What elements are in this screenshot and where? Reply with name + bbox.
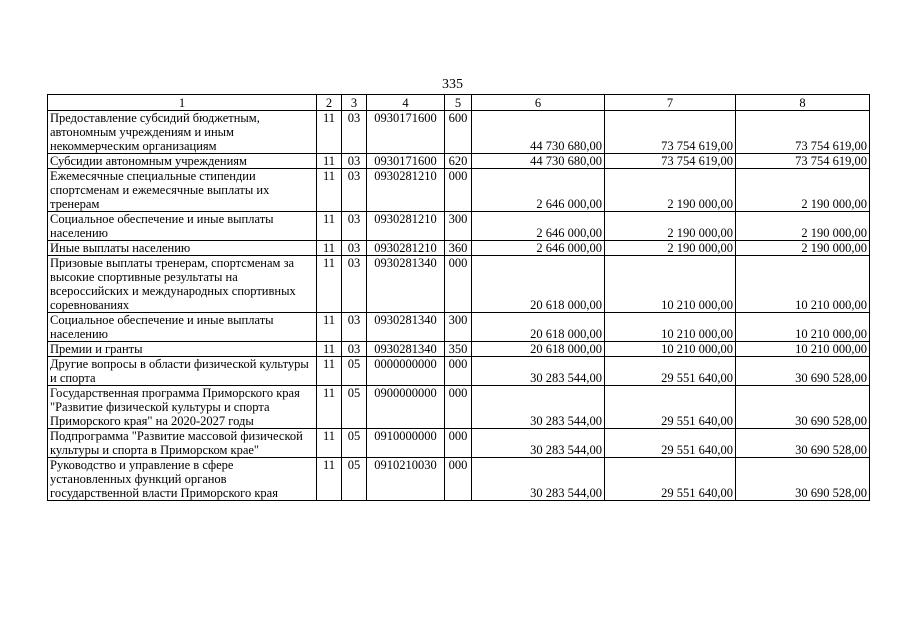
row-subsection: 05 [342,357,367,386]
row-expense-type: 300 [445,313,472,342]
row-name: Другие вопросы в области физической культуры и спорта [48,357,317,386]
row-amount-8: 30 690 528,00 [736,386,870,429]
row-expense-type: 620 [445,154,472,169]
row-amount-6: 30 283 544,00 [472,458,605,501]
row-amount-6: 44 730 680,00 [472,154,605,169]
row-amount-6: 30 283 544,00 [472,386,605,429]
row-target-code: 0930171600 [367,111,445,154]
row-amount-6: 44 730 680,00 [472,111,605,154]
row-section: 11 [317,342,342,357]
row-expense-type: 350 [445,342,472,357]
row-section: 11 [317,256,342,313]
table-row [48,313,870,342]
row-subsection: 03 [342,241,367,256]
row-section: 11 [317,111,342,154]
header-col-3: 3 [342,95,367,111]
row-target-code: 0910000000 [367,429,445,458]
row-amount-6: 2 646 000,00 [472,241,605,256]
row-name: Призовые выплаты тренерам, спортсменам за высокие спортивные результаты на всероссийских и международных спортивных соревнованиях [48,256,317,313]
table-row [48,212,870,241]
row-section: 11 [317,313,342,342]
row-subsection: 03 [342,256,367,313]
table-row [48,429,870,458]
row-amount-7: 29 551 640,00 [605,386,736,429]
row-subsection: 03 [342,212,367,241]
row-subsection: 05 [342,458,367,501]
table-row [48,342,870,357]
header-col-6: 6 [472,95,605,111]
row-subsection: 05 [342,429,367,458]
row-section: 11 [317,154,342,169]
row-amount-6: 30 283 544,00 [472,357,605,386]
row-target-code: 0900000000 [367,386,445,429]
header-col-8: 8 [736,95,870,111]
row-amount-6: 2 646 000,00 [472,212,605,241]
row-amount-8: 2 190 000,00 [736,241,870,256]
row-name: Государственная программа Приморского края "Развитие физической культуры и спорта Приморского края" на 2020-2027 годы [48,386,317,429]
row-amount-8: 73 754 619,00 [736,111,870,154]
row-expense-type: 000 [445,429,472,458]
header-col-1: 1 [48,95,317,111]
row-expense-type: 000 [445,458,472,501]
table-header-row [48,95,870,111]
table-row [48,111,870,154]
row-name: Ежемесячные специальные стипендии спортсменам и ежемесячные выплаты их тренерам [48,169,317,212]
row-amount-6: 30 283 544,00 [472,429,605,458]
row-amount-8: 10 210 000,00 [736,313,870,342]
row-amount-7: 10 210 000,00 [605,342,736,357]
row-name: Подпрограмма "Развитие массовой физической культуры и спорта в Приморском крае" [48,429,317,458]
header-col-2: 2 [317,95,342,111]
row-amount-7: 29 551 640,00 [605,357,736,386]
row-target-code: 0930281210 [367,212,445,241]
row-target-code: 0930281340 [367,342,445,357]
row-expense-type: 000 [445,169,472,212]
row-name: Субсидии автономным учреждениям [48,154,317,169]
row-amount-6: 20 618 000,00 [472,313,605,342]
row-target-code: 0930281210 [367,169,445,212]
row-amount-7: 2 190 000,00 [605,169,736,212]
row-target-code: 0000000000 [367,357,445,386]
row-target-code: 0930281210 [367,241,445,256]
header-col-5: 5 [445,95,472,111]
row-amount-7: 10 210 000,00 [605,256,736,313]
row-subsection: 03 [342,111,367,154]
table-row [48,154,870,169]
row-amount-6: 20 618 000,00 [472,342,605,357]
table-row [48,357,870,386]
table-row [48,256,870,313]
row-subsection: 03 [342,169,367,212]
row-section: 11 [317,169,342,212]
row-section: 11 [317,357,342,386]
row-expense-type: 300 [445,212,472,241]
row-amount-6: 20 618 000,00 [472,256,605,313]
row-subsection: 03 [342,154,367,169]
row-expense-type: 000 [445,357,472,386]
row-section: 11 [317,241,342,256]
row-amount-7: 29 551 640,00 [605,429,736,458]
row-section: 11 [317,429,342,458]
row-amount-8: 73 754 619,00 [736,154,870,169]
table-row [48,241,870,256]
table-row [48,458,870,501]
row-target-code: 0930171600 [367,154,445,169]
row-amount-7: 2 190 000,00 [605,241,736,256]
header-col-4: 4 [367,95,445,111]
row-amount-8: 10 210 000,00 [736,342,870,357]
row-amount-7: 73 754 619,00 [605,154,736,169]
row-target-code: 0930281340 [367,313,445,342]
row-amount-6: 2 646 000,00 [472,169,605,212]
row-expense-type: 600 [445,111,472,154]
table-row [48,386,870,429]
row-name: Социальное обеспечение и иные выплаты населению [48,313,317,342]
row-amount-7: 73 754 619,00 [605,111,736,154]
row-amount-8: 2 190 000,00 [736,212,870,241]
row-expense-type: 000 [445,256,472,313]
row-section: 11 [317,212,342,241]
row-section: 11 [317,386,342,429]
row-name: Премии и гранты [48,342,317,357]
row-name: Социальное обеспечение и иные выплаты населению [48,212,317,241]
page-number: 335 [442,77,463,92]
row-amount-8: 30 690 528,00 [736,458,870,501]
row-name: Предоставление субсидий бюджетным, автономным учреждениям и иным некоммерческим организациям [48,111,317,154]
row-subsection: 03 [342,313,367,342]
row-target-code: 0910210030 [367,458,445,501]
row-expense-type: 360 [445,241,472,256]
table-row [48,169,870,212]
row-subsection: 05 [342,386,367,429]
row-target-code: 0930281340 [367,256,445,313]
row-section: 11 [317,458,342,501]
row-subsection: 03 [342,342,367,357]
row-amount-8: 10 210 000,00 [736,256,870,313]
row-name: Иные выплаты населению [48,241,317,256]
row-amount-7: 29 551 640,00 [605,458,736,501]
row-amount-8: 30 690 528,00 [736,429,870,458]
row-name: Руководство и управление в сфере установленных функций органов государственной власти Приморского края [48,458,317,501]
row-expense-type: 000 [445,386,472,429]
row-amount-8: 2 190 000,00 [736,169,870,212]
row-amount-7: 10 210 000,00 [605,313,736,342]
row-amount-7: 2 190 000,00 [605,212,736,241]
budget-table [47,94,870,501]
row-amount-8: 30 690 528,00 [736,357,870,386]
header-col-7: 7 [605,95,736,111]
